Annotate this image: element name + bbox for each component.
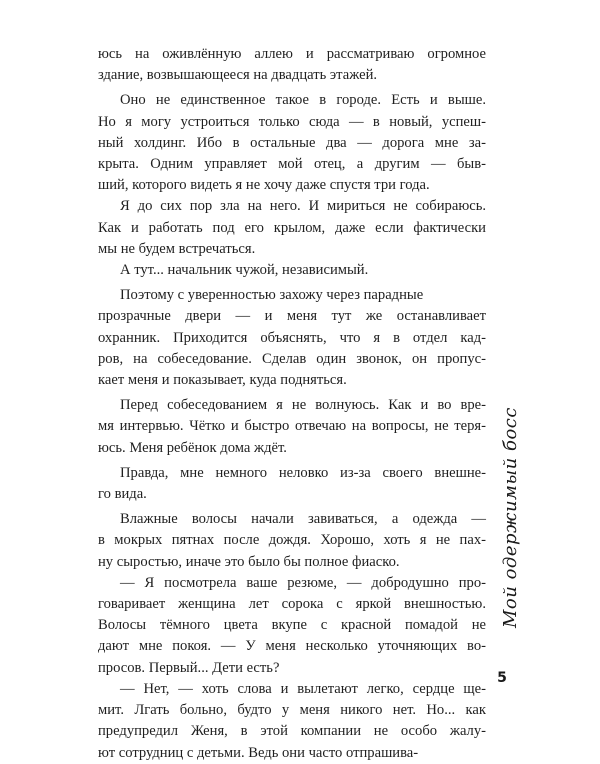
text-line: кает меня и показывает, куда подняться. (98, 372, 347, 389)
text-line: просов. Первый... Дети есть? (98, 659, 280, 676)
text-line: ший, которого видеть я не хочу даже спустя три года. (98, 177, 430, 194)
text-line: ну сыростью, иначе это было бы полное фиаско. (98, 553, 400, 570)
text-line: ный холдинг. Ибо в остальные два — дорога мне за- (98, 134, 486, 151)
text-line: крыта. Одним управляет мой отец, а другим — быв- (98, 156, 486, 173)
running-title: Мой одержимый босс (500, 407, 521, 628)
paragraph-4 (98, 260, 486, 281)
paragraph-5 (98, 285, 486, 391)
paragraph-9 (98, 573, 486, 679)
text-line: Перед собеседованием я не волнуюсь. Как и во вре- (120, 397, 486, 414)
text-line: — Нет, — хоть слова и вылетают легко, сердце ще- (120, 680, 486, 697)
text-line: прозрачные двери — и меня тут же останавливает (98, 308, 486, 325)
text-line: ют сотрудниц с детьми. Ведь они часто отпрашива- (98, 744, 419, 761)
paragraph-8 (98, 509, 486, 573)
text-line: Но я могу устроиться только сюда — в новый, успеш- (98, 113, 486, 130)
text-line: го вида. (98, 486, 147, 503)
text-line: говаривает женщина лет сорока с яркой внешностью. (98, 596, 486, 613)
text-line: А тут... начальник чужой, независимый. (120, 262, 369, 279)
text-line: Оно не единственное такое в городе. Есть и выше. (120, 92, 486, 109)
text-line: в мокрых пятнах после дождя. Хорошо, хоть я не пах- (98, 532, 486, 549)
text-line: юсь на оживлённую аллею и рассматриваю огромное (98, 46, 486, 62)
text-line: мы не будем встречаться. (98, 240, 256, 257)
text-line: мя интервью. Чётко и быстро отвечаю на вопросы, не теря- (98, 418, 486, 435)
text-line: Как и работать под его крылом, даже если фактически (98, 219, 486, 236)
paragraph-2 (98, 90, 486, 196)
body-text (98, 44, 486, 764)
text-line: здание, возвышающееся на двадцать этажей. (98, 67, 378, 84)
paragraph-7 (98, 463, 486, 505)
text-line: ров, на собеседование. Сделав один звонок, он пропус- (98, 350, 486, 367)
text-line: — Я посмотрела ваше резюме, — добродушно про- (120, 574, 486, 591)
paragraph-10 (98, 679, 486, 764)
text-line: Правда, мне немного неловко из-за своего внешне- (120, 464, 486, 481)
text-line: предупредил Женя, в этой компании не особо жалу- (98, 723, 486, 740)
paragraph-6 (98, 395, 486, 459)
text-line: Поэтому с уверенностью захожу через парадные (120, 287, 424, 304)
text-line: юсь. Меня ребёнок дома ждёт. (98, 439, 287, 456)
page-number: 5 (497, 670, 507, 686)
text-line: Волосы тёмного цвета вкупе с красной помадой не (98, 617, 486, 634)
text-line: Влажные волосы начали завиваться, а одежда — (120, 511, 486, 528)
paragraph-3 (98, 196, 486, 260)
text-line: Я до сих пор зла на него. И мириться не собираюсь. (120, 198, 486, 215)
text-line: охранник. Приходится объяснять, что я в отдел кад- (98, 329, 486, 346)
paragraph-1 (98, 44, 486, 86)
text-line: дают мне покоя. — У меня несколько уточняющих во- (98, 638, 486, 655)
text-line: мит. Лгать больно, будто у меня никого нет. Но... как (98, 702, 486, 719)
